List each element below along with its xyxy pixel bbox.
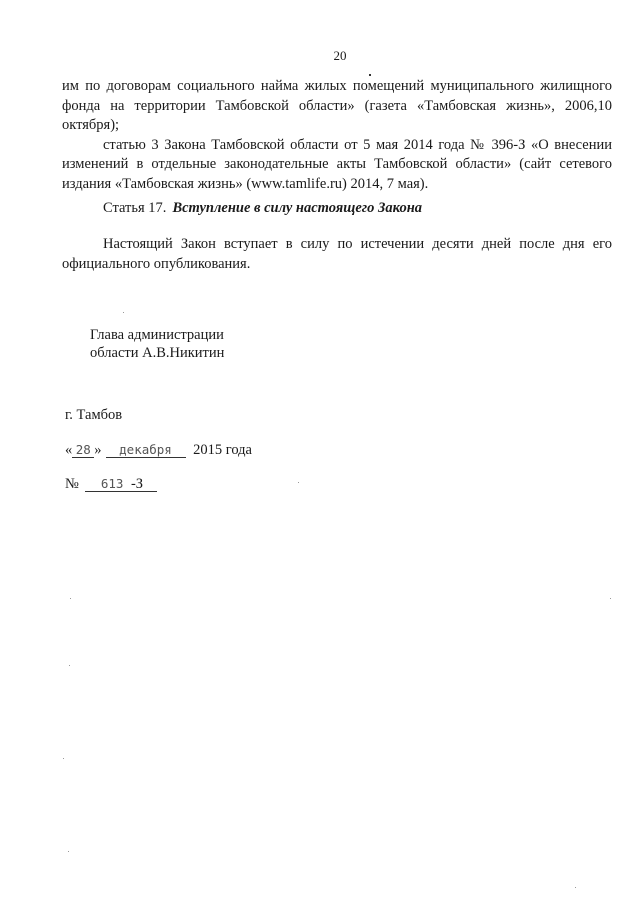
article-title: Вступление в силу настоящего Закона bbox=[172, 200, 422, 216]
date-line bbox=[65, 442, 252, 459]
date-open-quote: « bbox=[65, 442, 73, 458]
article-heading bbox=[103, 200, 422, 217]
date-day: 28 bbox=[72, 443, 94, 458]
article-label: Статья 17. bbox=[103, 200, 167, 216]
page-number: 20 bbox=[333, 48, 347, 63]
law-number-value: 613 bbox=[100, 476, 124, 491]
paragraph-2: статью 3 Закона Тамбовской области от 5 мая 2014 года № 396-З «О внесении изменений в отдельные законодательные акты Тамбовской области» (сайт сетевого издания «Тамбовская жизнь» (www.tamlife.ru) 2014, 7 мая). bbox=[62, 136, 612, 192]
date-close-quote: » bbox=[94, 442, 102, 458]
law-number-field bbox=[85, 477, 157, 492]
scan-speck bbox=[63, 758, 64, 759]
law-number-suffix: -З bbox=[130, 476, 144, 492]
paragraph-continuation bbox=[62, 77, 612, 194]
signature-block bbox=[90, 326, 224, 362]
scan-speck bbox=[70, 598, 71, 599]
scan-speck bbox=[610, 598, 611, 599]
date-year: 2015 года bbox=[193, 442, 252, 458]
city-label: г. Тамбов bbox=[65, 407, 123, 423]
law-number-line bbox=[65, 476, 157, 493]
number-sign: № bbox=[65, 476, 79, 492]
scan-speck bbox=[298, 482, 299, 483]
scan-speck bbox=[123, 312, 124, 313]
paragraph-3: Настоящий Закон вступает в силу по истечении десяти дней после дня его официального опубликования. bbox=[62, 236, 612, 272]
scan-speck bbox=[69, 665, 70, 666]
scan-speck bbox=[575, 887, 576, 888]
date-month: декабря bbox=[106, 443, 186, 458]
scan-speck bbox=[369, 74, 371, 76]
signature-title: Глава администрации bbox=[90, 327, 224, 343]
scan-speck bbox=[68, 851, 69, 852]
paragraph-block bbox=[62, 235, 612, 274]
signature-name: области А.В.Никитин bbox=[90, 345, 225, 361]
paragraph-1: им по договорам социального найма жилых помещений муниципального жилищного фонда на территории Тамбовской области» (газета «Тамбовская жизнь», 2006,10 октября); bbox=[62, 78, 612, 133]
